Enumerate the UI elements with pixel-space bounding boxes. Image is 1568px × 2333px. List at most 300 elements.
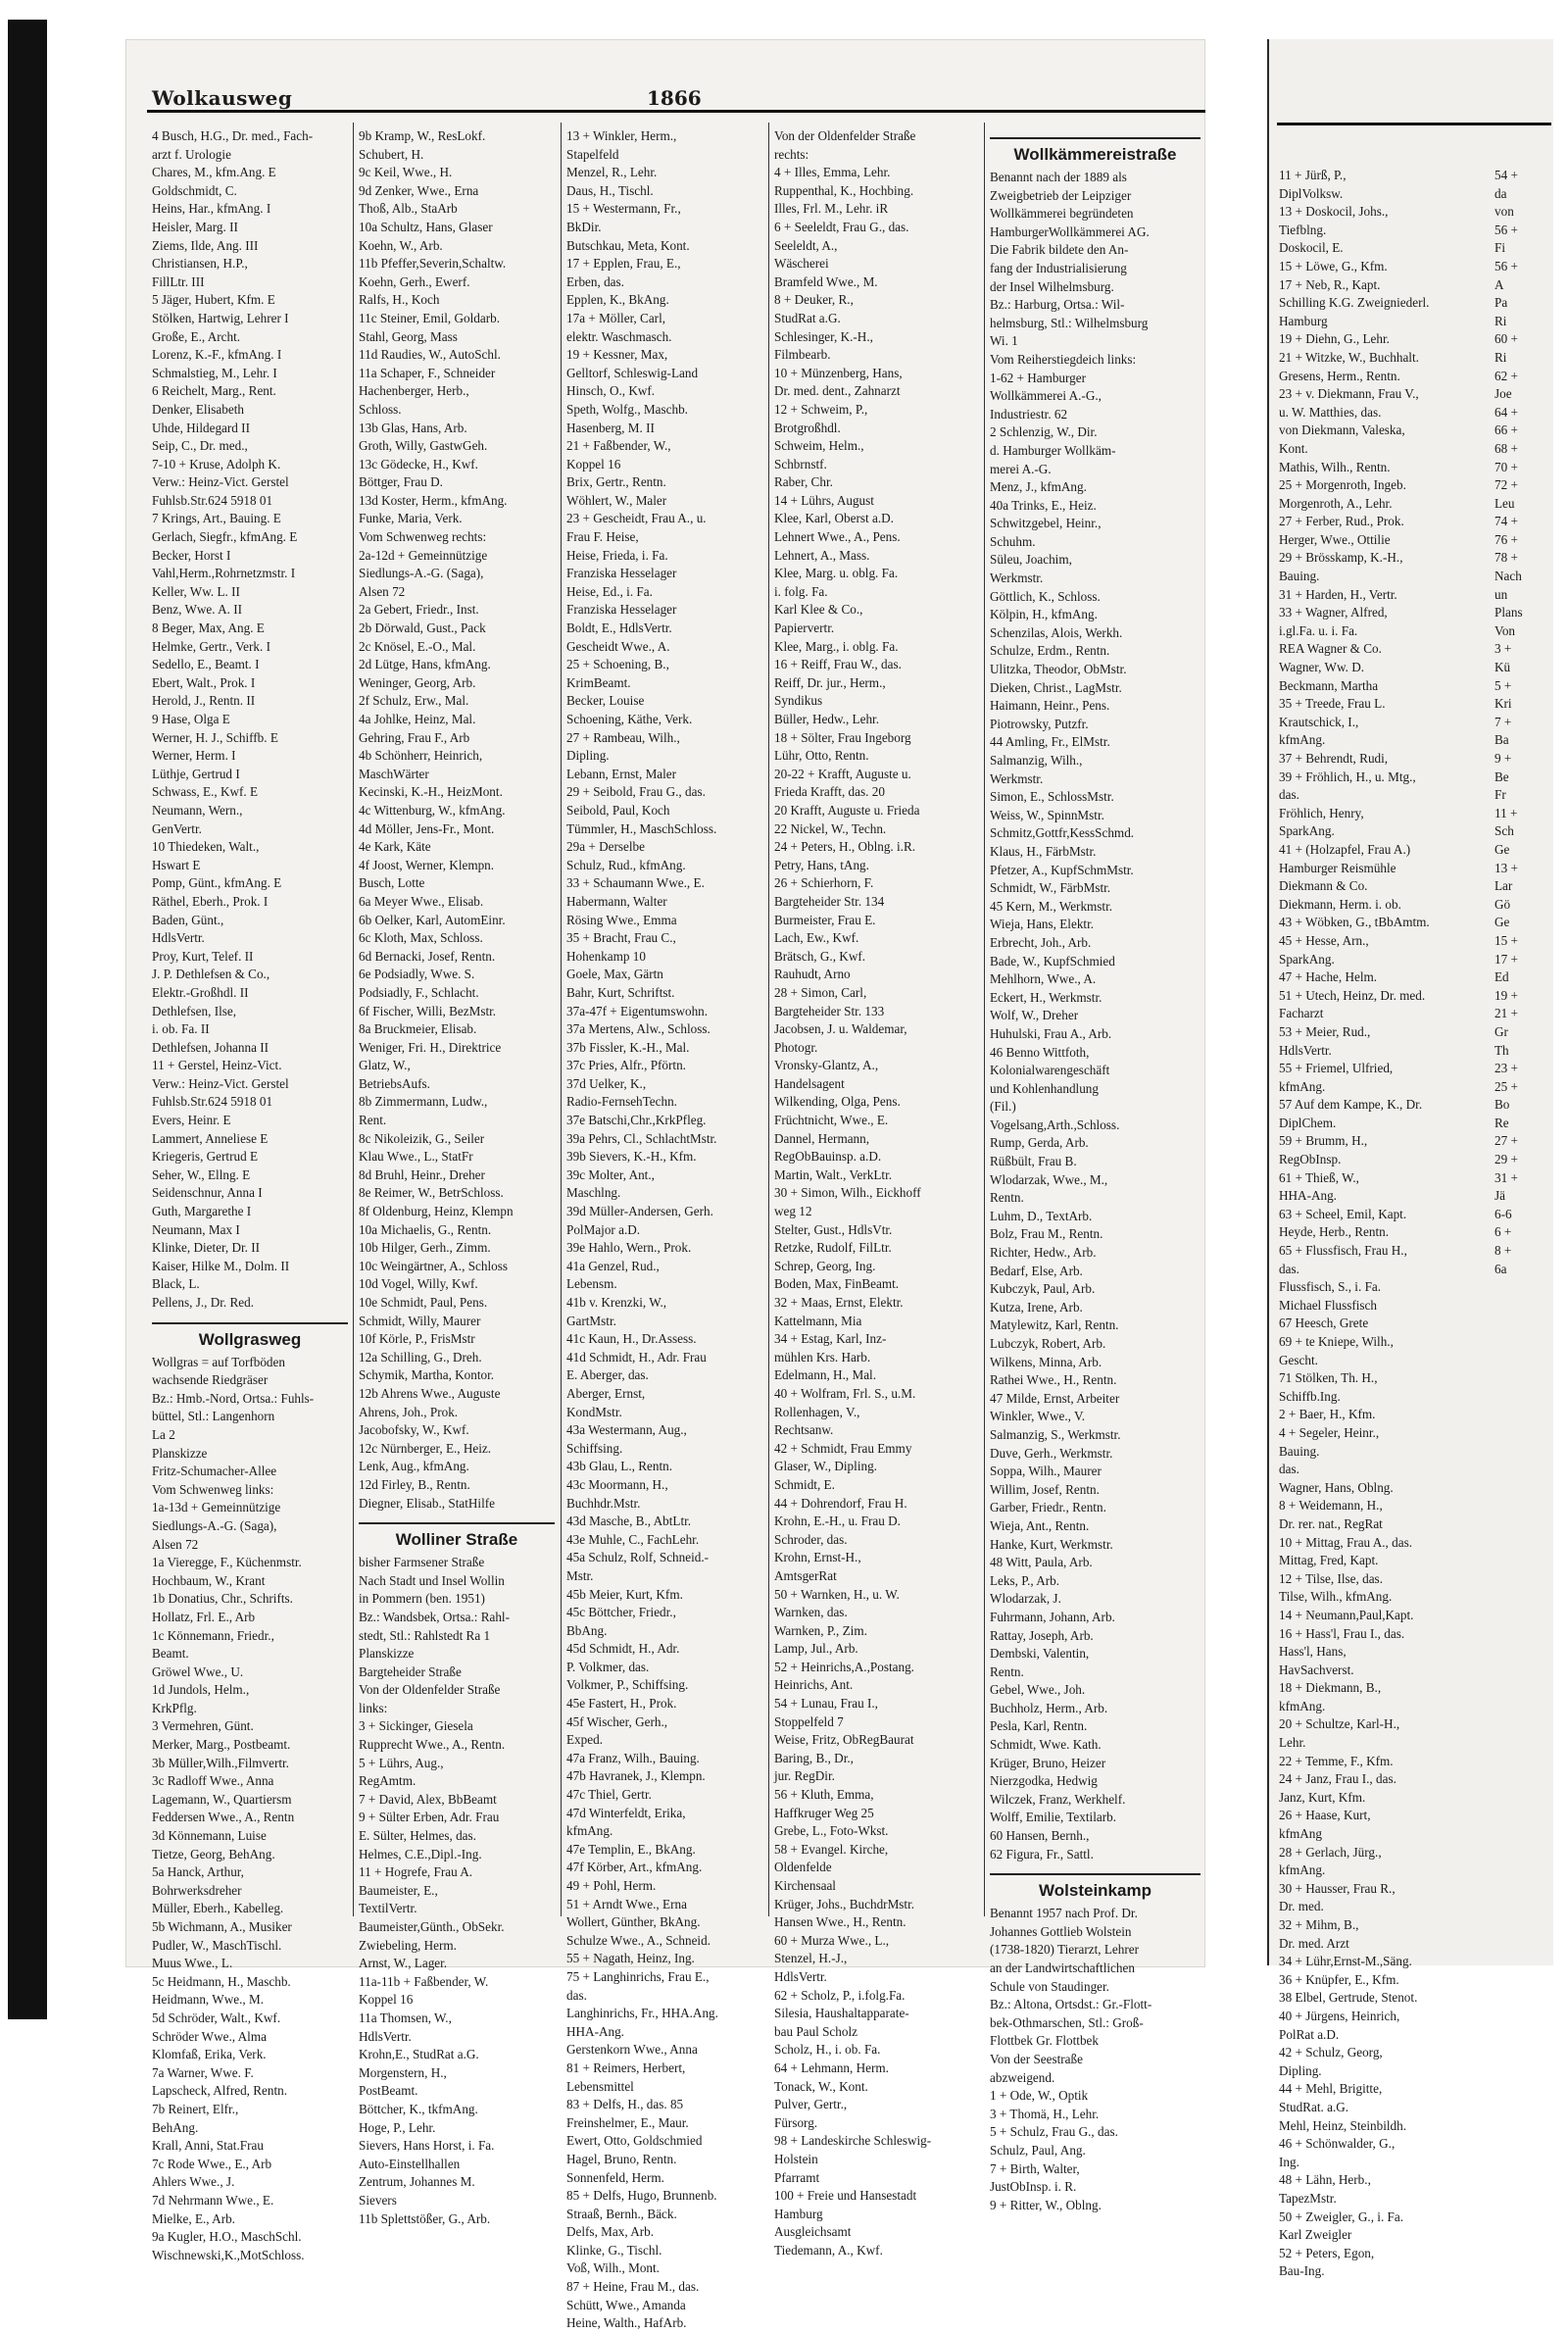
entry-line: Sievers, Hans Horst, i. Fa. xyxy=(359,2138,495,2154)
entry-line: Stenzel, H.-J., xyxy=(774,1951,848,1966)
entry-line: Schiffsing. xyxy=(566,1440,623,1456)
entry-line: Ri xyxy=(1494,349,1507,365)
entry-line: Herger, Wwe., Ottilie xyxy=(1279,531,1391,547)
entry-line: von Diekmann, Valeska, xyxy=(1279,422,1405,438)
entry-line: 67 Heesch, Grete xyxy=(1279,1315,1369,1331)
entry-line: Hamburg xyxy=(1279,313,1328,328)
entry-line: 9 + Sülter Erben, Adr. Frau xyxy=(359,1810,500,1825)
entry-line: Jacobsen, J. u. Waldemar, xyxy=(774,1021,907,1037)
entry-line: 6a xyxy=(1494,1261,1507,1276)
entry-line: 3 Vermehren, Günt. xyxy=(152,1718,254,1734)
page-header xyxy=(152,86,1200,112)
entry-line: Baumeister,Günth., ObSekr. xyxy=(359,1919,505,1934)
entry-line: 2c Knösel, E.-O., Mal. xyxy=(359,638,476,654)
entry-line: REA Wagner & Co. xyxy=(1279,641,1382,657)
entry-line: Leks, P., Arb. xyxy=(990,1572,1060,1588)
entry-line: Ba xyxy=(1494,732,1509,748)
entry-line: 68 + xyxy=(1494,440,1518,456)
entry-line: 11 + Jürß, P., xyxy=(1279,168,1347,182)
entry-line: JustObInsp. i. R. xyxy=(990,2179,1077,2195)
entry-line: Keller, Ww. L. II xyxy=(152,583,240,599)
entry-line: 8c Nikoleizik, G., Seiler xyxy=(359,1130,485,1146)
entry-line: Wagner, Hans, Oblng. xyxy=(1279,1479,1394,1495)
entry-line: Herold, J., Rentn. II xyxy=(152,693,256,709)
entry-line: 39b Sievers, K.-H., Kfm. xyxy=(566,1149,697,1165)
entry-line: 8b Zimmermann, Ludw., xyxy=(359,1094,488,1110)
entry-line: Klomfaß, Erika, Verk. xyxy=(152,2047,267,2062)
entry-line: Mielke, E., Arb. xyxy=(152,2210,235,2226)
entry-line: 6b Oelker, Karl, AutomEinr. xyxy=(359,912,506,927)
entry-line: Facharzt xyxy=(1279,1006,1324,1021)
page-number: 1866 xyxy=(647,86,702,110)
entry-line: 50 + Zweigler, G., i. Fa. xyxy=(1279,2209,1404,2224)
entry-line: Ralfs, H., Koch xyxy=(359,292,440,308)
entry-line: 52 + Peters, Egon, xyxy=(1279,2245,1375,2260)
entry-line: Boldt, E., HdlsVertr. xyxy=(566,620,672,636)
entry-line: 4 Busch, H.G., Dr. med., Fach- xyxy=(152,128,314,143)
entry-line: 4d Möller, Jens-Fr., Mont. xyxy=(359,820,495,836)
entry-line: Wolff, Emilie, Textilarb. xyxy=(990,1810,1117,1825)
entry-line: Pa xyxy=(1494,295,1508,311)
entry-line: Zentrum, Johannes M. xyxy=(359,2174,475,2190)
entry-line: Oldenfelde xyxy=(774,1860,832,1875)
entry-line: Uhde, Hildegard II xyxy=(152,420,250,435)
entry-line: Göttlich, K., Schloss. xyxy=(990,588,1101,604)
entry-line: HdlsVertr. xyxy=(359,2028,412,2044)
entry-line: 98 + Landeskirche Schleswig- xyxy=(774,2133,932,2149)
entry-line: Glaser, W., Dipling. xyxy=(774,1459,877,1474)
entry-line: Werner, Herm. I xyxy=(152,748,236,764)
entry-line: Dr. med. xyxy=(1279,1899,1324,1914)
entry-line: 78 + xyxy=(1494,550,1518,566)
entry-line: 70 + xyxy=(1494,459,1518,474)
entry-line: 38 Elbel, Gertrude, Stenot. xyxy=(1279,1990,1418,2006)
entry-line: Schmalstieg, M., Lehr. I xyxy=(152,365,277,380)
entry-line: Hohenkamp 10 xyxy=(566,948,646,964)
entry-line: und Kohlenhandlung xyxy=(990,1080,1099,1096)
entry-line: Garber, Friedr., Rentn. xyxy=(990,1500,1106,1515)
entry-line: Leu xyxy=(1494,495,1515,511)
column-2 xyxy=(359,127,555,2226)
entry-line: 10b Hilger, Gerh., Zimm. xyxy=(359,1240,491,1256)
entry-line: 44 Amling, Fr., ElMstr. xyxy=(990,734,1110,750)
entry-line: 43c Moormann, H., xyxy=(566,1476,668,1492)
entry-line: Eckert, H., Werkmstr. xyxy=(990,989,1102,1005)
entry-line: Rent. xyxy=(359,1113,387,1128)
entry-line: Vom Schwenweg links: xyxy=(152,1481,274,1497)
entry-line: Frau F. Heise, xyxy=(566,529,639,545)
entry-line: Bargteheider Str. 133 xyxy=(774,1003,885,1018)
entry-line: BkDir. xyxy=(566,219,602,234)
entry-line: 13 + Doskocil, Johs., xyxy=(1279,204,1389,220)
entry-line: jur. RegDir. xyxy=(774,1768,835,1784)
entry-line: 5d Schröder, Walt., Kwf. xyxy=(152,2010,281,2025)
entry-line: Brotgroßhdl. xyxy=(774,420,841,435)
entry-line: Pellens, J., Dr. Red. xyxy=(152,1295,255,1310)
entry-line: 81 + Reimers, Herbert, xyxy=(566,2060,686,2075)
entry-line: i. folg. Fa. xyxy=(774,583,828,599)
entry-line: 5 Jäger, Hubert, Kfm. E xyxy=(152,292,275,308)
entry-line: Hasenberg, M. II xyxy=(566,420,655,435)
entry-line: Tietze, Georg, BehAng. xyxy=(152,1846,275,1861)
entry-line: 3d Könnemann, Luise xyxy=(152,1828,267,1844)
entry-line: 6 + Seeleldt, Frau G., das. xyxy=(774,219,909,234)
entry-line: 6-6 xyxy=(1494,1206,1512,1221)
entry-line: Radio-FernsehTechn. xyxy=(566,1094,677,1110)
entry-line: 26 + Schierhorn, F. xyxy=(774,875,874,891)
entry-line: 76 + xyxy=(1494,531,1518,547)
entry-line: 47 + Hache, Helm. xyxy=(1279,969,1378,985)
entry-line: Alsen 72 xyxy=(152,1536,199,1552)
entry-line: 2 Schlenzig, W., Dir. xyxy=(990,424,1098,440)
entry-line: Wieja, Hans, Elektr. xyxy=(990,917,1095,932)
entry-line: Fritz-Schumacher-Allee xyxy=(152,1464,277,1479)
entry-line: Heinrichs, Ant. xyxy=(774,1677,854,1693)
entry-line: 34 + Estag, Karl, Inz- xyxy=(774,1331,887,1347)
entry-line: Richter, Hedw., Arb. xyxy=(990,1245,1097,1261)
entry-line: Haimann, Heinr., Pens. xyxy=(990,698,1110,714)
entry-line: HdlsVertr. xyxy=(1279,1042,1332,1058)
entry-line: das. xyxy=(1279,1462,1299,1477)
entry-line: Koppel 16 xyxy=(359,1992,414,2008)
entry-line: 6c Kloth, Max, Schloss. xyxy=(359,930,483,946)
entry-line: 9 Hase, Olga E xyxy=(152,712,230,726)
entry-line: Diekmann, Herm. i. ob. xyxy=(1279,896,1401,912)
entry-line: Wilczek, Franz, Werkhelf. xyxy=(990,1791,1126,1807)
entry-line: Hamburger Reismühle xyxy=(1279,860,1396,875)
entry-line: Rösing Wwe., Emma xyxy=(566,912,677,927)
entry-line: 7c Rode Wwe., E., Arb xyxy=(152,2156,272,2171)
entry-line: Kirchensaal xyxy=(774,1878,836,1893)
entry-line: Ahlers Wwe., J. xyxy=(152,2174,235,2190)
entry-line: Syndikus xyxy=(774,693,823,709)
entry-line: Ing. xyxy=(1279,2154,1299,2169)
entry-line: 43e Muhle, C., FachLehr. xyxy=(566,1531,700,1547)
entry-line: 7 + David, Alex, BbBeamt xyxy=(359,1791,497,1807)
entry-line: Wilkending, Olga, Pens. xyxy=(774,1094,901,1110)
entry-line: 10 Thiedeken, Walt., xyxy=(152,839,260,855)
entry-line: Schmidt, Willy, Maurer xyxy=(359,1313,481,1328)
entry-line: Koppel 16 xyxy=(566,456,621,472)
street-section-title: Wollgrasweg xyxy=(152,1322,348,1350)
entry-line: fang der Industrialisierung xyxy=(990,260,1127,275)
entry-line: Soppa, Wilh., Maurer xyxy=(990,1464,1102,1479)
entry-line: Kutza, Irene, Arb. xyxy=(990,1299,1083,1315)
entry-line: 1a-13d + Gemeinnützige xyxy=(152,1500,281,1515)
entry-line: Zwiebeling, Herm. xyxy=(359,1937,457,1953)
entry-line: Neumann, Wern., xyxy=(152,802,243,818)
entry-line: Lagemann, W., Quartiersm xyxy=(152,1791,292,1807)
entry-line: der Insel Wilhelmsburg. xyxy=(990,278,1114,294)
entry-line: Von der Oldenfelder Straße xyxy=(774,128,916,143)
entry-line: 11a-11b + Faßbender, W. xyxy=(359,1973,489,1989)
entry-line: 47c Thiel, Gertr. xyxy=(566,1787,652,1803)
entry-line: Klinke, G., Tischl. xyxy=(566,2242,662,2258)
entry-line: 45 Kern, M., Werkmstr. xyxy=(990,898,1113,914)
entry-line: d. Hamburger Wollkäm- xyxy=(990,442,1116,458)
entry-line: Gr xyxy=(1494,1023,1508,1039)
entry-line: 2 + Baer, H., Kfm. xyxy=(1279,1407,1376,1422)
entry-line: rechts: xyxy=(774,146,809,162)
entry-line: Raber, Chr. xyxy=(774,474,833,490)
entry-line: 11 + xyxy=(1494,805,1518,820)
column-divider xyxy=(768,123,769,1916)
entry-line: DiplVolksw. xyxy=(1279,185,1344,201)
entry-line: Kriegeris, Gertrud E xyxy=(152,1149,259,1165)
entry-line: KondMstr. xyxy=(566,1404,622,1419)
entry-line: Dembski, Valentin, xyxy=(990,1646,1090,1662)
entry-line: Lüthje, Gertrud I xyxy=(152,766,240,781)
entry-line: Seher, W., Ellng. E xyxy=(152,1166,251,1182)
entry-line: Räthel, Eberh., Prok. I xyxy=(152,893,269,909)
entry-line: Schmidt, W., FärbMstr. xyxy=(990,880,1111,896)
entry-line: Planskizze xyxy=(359,1646,415,1662)
entry-line: mühlen Krs. Harb. xyxy=(774,1349,871,1365)
entry-line: Chares, M., kfm.Ang. E xyxy=(152,165,276,180)
entry-line: 43b Glau, L., Rentn. xyxy=(566,1459,673,1474)
entry-line: 4 + Illes, Emma, Lehr. xyxy=(774,165,891,180)
entry-line: arzt f. Urologie xyxy=(152,146,231,162)
entry-line: Nach Stadt und Insel Wollin xyxy=(359,1572,505,1588)
entry-line: 39d Müller-Andersen, Gerh. xyxy=(566,1204,713,1219)
entry-line: Buchhdr.Mstr. xyxy=(566,1495,641,1511)
entry-line: helmsburg, Stl.: Wilhelmsburg xyxy=(990,315,1149,330)
entry-line: Ahrens, Joh., Prok. xyxy=(359,1404,459,1419)
entry-line: Boden, Max, FinBeamt. xyxy=(774,1276,900,1292)
entry-line: 18 + Sölter, Frau Ingeborg xyxy=(774,729,911,745)
entry-line: Kont. xyxy=(1279,440,1308,456)
entry-line: 8 + xyxy=(1494,1243,1512,1259)
entry-line: PostBeamt. xyxy=(359,2083,418,2099)
entry-line: 33 + Schaumann Wwe., E. xyxy=(566,875,705,891)
entry-line: un xyxy=(1494,586,1508,602)
entry-line: Karl Klee & Co., xyxy=(774,602,863,618)
entry-line: 62 + xyxy=(1494,368,1518,383)
right-page-column xyxy=(1279,167,1475,2279)
entry-line: BehAng. xyxy=(152,2119,199,2135)
entry-line: Bohrwerksdreher xyxy=(152,1882,242,1898)
entry-line: 14 + Lührs, August xyxy=(774,492,874,508)
entry-line: Klee, Karl, Oberst a.D. xyxy=(774,511,894,526)
entry-line: Gehring, Frau F., Arb xyxy=(359,729,470,745)
entry-line: Lebann, Ernst, Maler xyxy=(566,766,677,781)
entry-line: Pomp, Günt., kfmAng. E xyxy=(152,875,282,891)
entry-line: 49 + Pohl, Herm. xyxy=(566,1878,657,1893)
entry-line: 2b Dörwald, Gust., Pack xyxy=(359,620,486,636)
entry-line: Grebe, L., Foto-Wkst. xyxy=(774,1823,889,1839)
entry-line: Lühr, Otto, Rentn. xyxy=(774,748,869,764)
entry-line: Schwass, E., Kwf. E xyxy=(152,784,259,800)
entry-line: Johannes Gottlieb Wolstein xyxy=(990,1923,1132,1939)
entry-line: Wolf, W., Dreher xyxy=(990,1008,1079,1023)
entry-line: 36 + Knüpfer, E., Kfm. xyxy=(1279,1971,1399,1987)
entry-line: 1a Vieregge, F., Küchenmstr. xyxy=(152,1555,302,1570)
entry-line: Ge xyxy=(1494,915,1510,930)
entry-line: 48 + Lähn, Herb., xyxy=(1279,2172,1371,2188)
entry-line: 16 + Reiff, Frau W., das. xyxy=(774,657,902,672)
entry-line: 11 + Gerstel, Heinz-Vict. xyxy=(152,1058,282,1073)
entry-line: Klinke, Dieter, Dr. II xyxy=(152,1240,261,1256)
entry-line: TapezMstr. xyxy=(1279,2190,1337,2206)
entry-line: FillLtr. III xyxy=(152,273,205,289)
entry-line: Ziems, Ilde, Ang. III xyxy=(152,237,259,253)
entry-line: MaschWärter xyxy=(359,766,429,781)
entry-line: HdlsVertr. xyxy=(774,1968,827,1984)
column-divider xyxy=(561,123,562,1916)
entry-line: Becker, Louise xyxy=(566,693,645,709)
entry-line: Proy, Kurt, Telef. II xyxy=(152,948,254,964)
entry-line: Exped. xyxy=(566,1732,603,1748)
entry-line: Denker, Elisabeth xyxy=(152,401,244,417)
entry-line: 4e Kark, Käte xyxy=(359,839,431,855)
entry-line: Lehnert, A., Mass. xyxy=(774,547,870,563)
entry-line: 43 + Wöbken, G., tBbAmtm. xyxy=(1279,915,1430,930)
entry-line: Filmbearb. xyxy=(774,347,831,363)
entry-line: 12a Schilling, G., Dreh. xyxy=(359,1349,482,1365)
entry-line: Fuhrmann, Johann, Arb. xyxy=(990,1609,1115,1624)
entry-line: Papiervertr. xyxy=(774,620,835,636)
entry-line: Schmidt, E. xyxy=(774,1476,835,1492)
entry-line: Stelter, Gust., HdlsVtr. xyxy=(774,1221,893,1237)
entry-line: 60 Hansen, Bernh., xyxy=(990,1828,1090,1844)
entry-line: 60 + xyxy=(1494,331,1518,347)
entry-line: 13c Gödecke, H., Kwf. xyxy=(359,456,478,472)
entry-line: 57 Auf dem Kampe, K., Dr. xyxy=(1279,1097,1423,1113)
entry-line: 25 + Morgenroth, Ingeb. xyxy=(1279,477,1406,493)
entry-line: kfmAng. xyxy=(1279,1862,1326,1878)
entry-line: Warnken, P., Zim. xyxy=(774,1622,867,1638)
entry-line: 87 + Heine, Frau M., das. xyxy=(566,2279,700,2295)
entry-line: Bo xyxy=(1494,1097,1510,1113)
entry-line: Mathis, Wilh., Rentn. xyxy=(1279,459,1391,474)
entry-line: Salmanzig, S., Werkmstr. xyxy=(990,1426,1121,1442)
entry-line: 85 + Delfs, Hugo, Brunnenb. xyxy=(566,2188,717,2204)
entry-line: Doskocil, E. xyxy=(1279,240,1344,256)
entry-line: Gebel, Wwe., Joh. xyxy=(990,1682,1086,1698)
entry-line: Ruppenthal, K., Hochbing. xyxy=(774,182,914,198)
entry-line: 45c Böttcher, Friedr., xyxy=(566,1605,676,1620)
entry-line: 64 + xyxy=(1494,404,1518,420)
entry-line: 18 + Diekmann, B., xyxy=(1279,1680,1382,1696)
entry-line: Glatz, W., xyxy=(359,1058,411,1073)
entry-line: 54 + xyxy=(1494,168,1518,182)
entry-line: Schilling K.G. Zweigniederl. xyxy=(1279,295,1430,311)
entry-line: 7-10 + Kruse, Adolph K. xyxy=(152,456,281,472)
entry-line: 47e Templin, E., BkAng. xyxy=(566,1841,696,1857)
entry-line: Lehnert Wwe., A., Pens. xyxy=(774,529,901,545)
entry-line: Ausgleichsamt xyxy=(774,2224,852,2240)
entry-line: Diekmann & Co. xyxy=(1279,878,1368,894)
entry-line: Brix, Gertr., Rentn. xyxy=(566,474,666,490)
entry-line: Ge xyxy=(1494,841,1510,857)
entry-line: 32 + Mihm, B., xyxy=(1279,1917,1359,1932)
entry-line: Seibold, Paul, Koch xyxy=(566,802,670,818)
right-page-rule xyxy=(1277,123,1551,125)
entry-line: Lorenz, K.-F., kfmAng. I xyxy=(152,347,282,363)
entry-line: Sonnenfeld, Herm. xyxy=(566,2169,664,2185)
entry-line: Wi. 1 xyxy=(990,333,1018,349)
entry-line: Früchtnicht, Wwe., E. xyxy=(774,1113,889,1128)
entry-line: 34 + Lühr,Ernst-M.,Säng. xyxy=(1279,1954,1412,1969)
entry-line: 3 + xyxy=(1494,641,1512,657)
entry-line: Weise, Fritz, ObRegBaurat xyxy=(774,1732,914,1748)
entry-line: 4c Wittenburg, W., kfmAng. xyxy=(359,802,506,818)
entry-line: Bargteheider Str. 134 xyxy=(774,893,885,909)
entry-line: 45e Fastert, H., Prok. xyxy=(566,1696,677,1712)
right-page-edge-column xyxy=(1494,167,1553,1951)
entry-line: Schröder Wwe., Alma xyxy=(152,2028,267,2044)
entry-line: 27 + xyxy=(1494,1133,1518,1149)
entry-line: Fr xyxy=(1494,787,1506,803)
entry-line: 11d Raudies, W., AutoSchl. xyxy=(359,347,501,363)
entry-line: Verw.: Heinz-Vict. Gerstel xyxy=(152,474,289,490)
entry-line: 26 + Haase, Kurt, xyxy=(1279,1808,1371,1823)
entry-line: 30 + Hausser, Frau R., xyxy=(1279,1880,1396,1896)
entry-line: Tiefblng. xyxy=(1279,222,1327,237)
entry-line: Dr. med. dent., Zahnarzt xyxy=(774,383,901,399)
entry-line: 41a Genzel, Rud., xyxy=(566,1258,660,1273)
column-4 xyxy=(774,127,980,2258)
entry-line: 5a Hanck, Arthur, xyxy=(152,1864,244,1880)
entry-line: Kolonialwarengeschäft xyxy=(990,1063,1110,1078)
entry-line: Willim, Josef, Rentn. xyxy=(990,1481,1100,1497)
entry-line: 37c Pries, Alfr., Pförtn. xyxy=(566,1058,686,1073)
entry-line: 1d Jundols, Helm., xyxy=(152,1682,250,1698)
entry-line: RegObBauinsp. a.D. xyxy=(774,1149,882,1165)
entry-line: 25 + xyxy=(1494,1078,1518,1094)
entry-line: Matylewitz, Karl, Rentn. xyxy=(990,1317,1119,1333)
entry-line: Große, E., Archt. xyxy=(152,328,241,344)
entry-line: 7d Nehrmann Wwe., E. xyxy=(152,2192,274,2208)
entry-line: da xyxy=(1494,185,1507,201)
entry-line: Mehl, Heinz, Steinbildh. xyxy=(1279,2117,1407,2133)
entry-line: Wollkämmerei begründeten xyxy=(990,206,1134,222)
entry-line: Schiffb.Ing. xyxy=(1279,1388,1341,1404)
entry-line: Lar xyxy=(1494,878,1513,894)
entry-line: Retzke, Rudolf, FilLtr. xyxy=(774,1240,892,1256)
entry-line: Maschlng. xyxy=(566,1185,621,1201)
entry-line: 29 + xyxy=(1494,1152,1518,1167)
entry-line: 12d Firley, B., Rentn. xyxy=(359,1476,470,1492)
entry-line: 7a Warner, Wwe. F. xyxy=(152,2064,254,2080)
entry-line: Neumann, Max I xyxy=(152,1221,240,1237)
entry-line: 3b Müller,Wilh.,Filmvertr. xyxy=(152,1755,289,1770)
entry-line: Nierzgodka, Hedwig xyxy=(990,1773,1098,1789)
entry-line: Dieken, Christ., LagMstr. xyxy=(990,679,1122,695)
entry-line: Tilse, Wilh., kfmAng. xyxy=(1279,1589,1393,1605)
entry-line: 64 + Lehmann, Herm. xyxy=(774,2060,889,2075)
entry-line: Straaß, Bernh., Bäck. xyxy=(566,2206,677,2221)
entry-line: Gescht. xyxy=(1279,1352,1318,1367)
entry-line: 7b Reinert, Elfr., xyxy=(152,2101,239,2116)
entry-line: 45a Schulz, Rolf, Schneid.- xyxy=(566,1550,710,1565)
entry-line: Klee, Marg. u. oblg. Fa. xyxy=(774,566,899,581)
entry-line: 17 + Epplen, Frau, E., xyxy=(566,256,681,272)
entry-line: Tümmler, H., MaschSchloss. xyxy=(566,820,717,836)
entry-line: Flussfisch, S., i. Fa. xyxy=(1279,1279,1382,1295)
entry-line: 32 + Maas, Ernst, Elektr. xyxy=(774,1295,904,1310)
entry-line: 13b Glas, Hans, Arb. xyxy=(359,420,467,435)
entry-line: 23 + Gescheidt, Frau A., u. xyxy=(566,511,707,526)
entry-line: Schloss. xyxy=(359,401,402,417)
entry-line: Wischnewski,K.,MotSchloss. xyxy=(152,2247,305,2262)
entry-line: 1c Könnemann, Friedr., xyxy=(152,1627,274,1643)
entry-line: 11a Thomsen, W., xyxy=(359,2010,452,2025)
entry-line: Koehn, Gerh., Ewerf. xyxy=(359,273,470,289)
entry-line: 65 + Flussfisch, Frau H., xyxy=(1279,1243,1407,1259)
entry-line: Fröhlich, Henry, xyxy=(1279,805,1364,820)
entry-line: 37e Batschi,Chr.,KrkPfleg. xyxy=(566,1113,707,1128)
